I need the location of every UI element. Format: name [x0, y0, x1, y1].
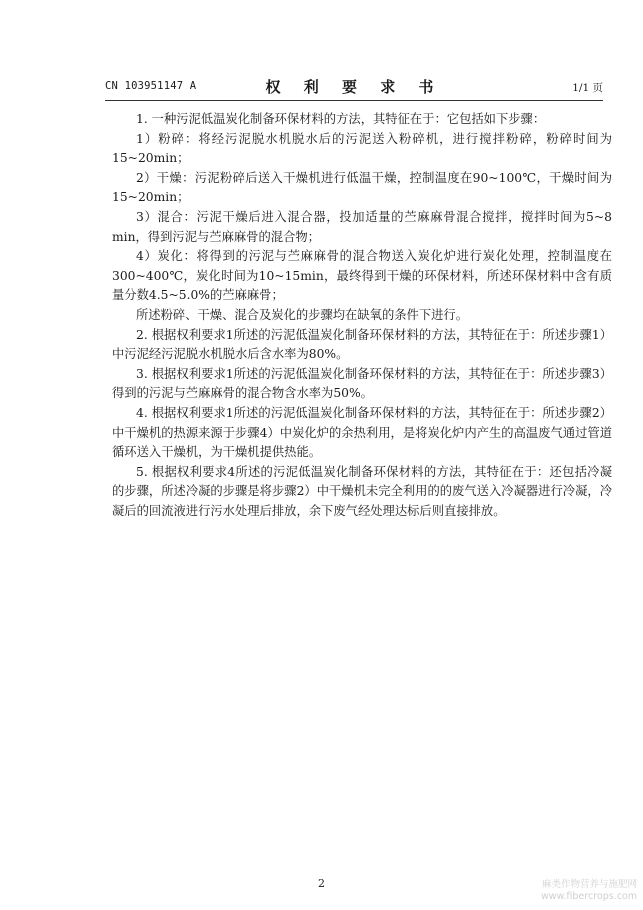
patent-number: CN 103951147 A — [105, 80, 197, 92]
page-header — [105, 76, 603, 96]
page-number: 2 — [318, 877, 325, 890]
claim-1-step-3: 3）混合：污泥干燥后进入混合器，投加适量的苎麻麻骨混合搅拌，搅拌时间为5~8 min，得到污泥与苎麻麻骨的混合物； — [112, 209, 612, 244]
claim-1-condition: 所述粉碎、干燥、混合及炭化的步骤均在缺氧的条件下进行。 — [136, 307, 469, 322]
claim-1-step-2: 2）干燥：污泥粉碎后送入干燥机进行低温干燥，控制温度在90~100℃，干燥时间为15~20min； — [112, 170, 612, 205]
document-title: 权 利 要 求 书 — [265, 78, 443, 96]
claims-body — [112, 110, 612, 521]
claim-3: 3. 根据权利要求1所述的污泥低温炭化制备环保材料的方法，其特征在于：所述步骤3）得到的污泥与苎麻麻骨的混合物含水率为50%。 — [112, 366, 612, 401]
watermark-site-name: 麻类作物营养与施肥网 — [541, 879, 637, 890]
watermark — [541, 879, 637, 903]
claim-1-step-4: 4）炭化：将得到的污泥与苎麻麻骨的混合物送入炭化炉进行炭化处理，控制温度在300~400℃，炭化时间为10~15min，最终得到干燥的环保材料，所述环保材料中含有质量分数4.5~5.0%的苎麻麻骨； — [112, 249, 612, 303]
claim-2: 2. 根据权利要求1所述的污泥低温炭化制备环保材料的方法，其特征在于：所述步骤1）中污泥经污泥脱水机脱水后含水率为80%。 — [112, 327, 612, 362]
claim-1-step-1: 1）粉碎：将经污泥脱水机脱水后的污泥送入粉碎机，进行搅拌粉碎，粉碎时间为15~20min； — [112, 131, 612, 166]
claim-4: 4. 根据权利要求1所述的污泥低温炭化制备环保材料的方法，其特征在于：所述步骤2）中干燥机的热源来源于步骤4）中炭化炉的余热利用，是将炭化炉内产生的高温废气通过管道循环送入干燥机，为干燥机提供热能。 — [112, 405, 612, 460]
watermark-url: www.fibercrops.com — [540, 891, 637, 902]
page-indicator: 1/1 页 — [572, 82, 603, 94]
header-divider — [105, 100, 603, 101]
claim-1-intro: 1. 一种污泥低温炭化制备环保材料的方法，其特征在于：它包括如下步骤： — [136, 112, 546, 126]
claim-5: 5. 根据权利要求4所述的污泥低温炭化制备环保材料的方法，其特征在于：还包括冷凝的步骤，所述冷凝的步骤是将步骤2）中干燥机未完全利用的的废气送入冷凝器进行冷凝，冷凝后的回流液进行污水处理后排放，余下废气经处理达标后则直接排放。 — [112, 464, 612, 518]
